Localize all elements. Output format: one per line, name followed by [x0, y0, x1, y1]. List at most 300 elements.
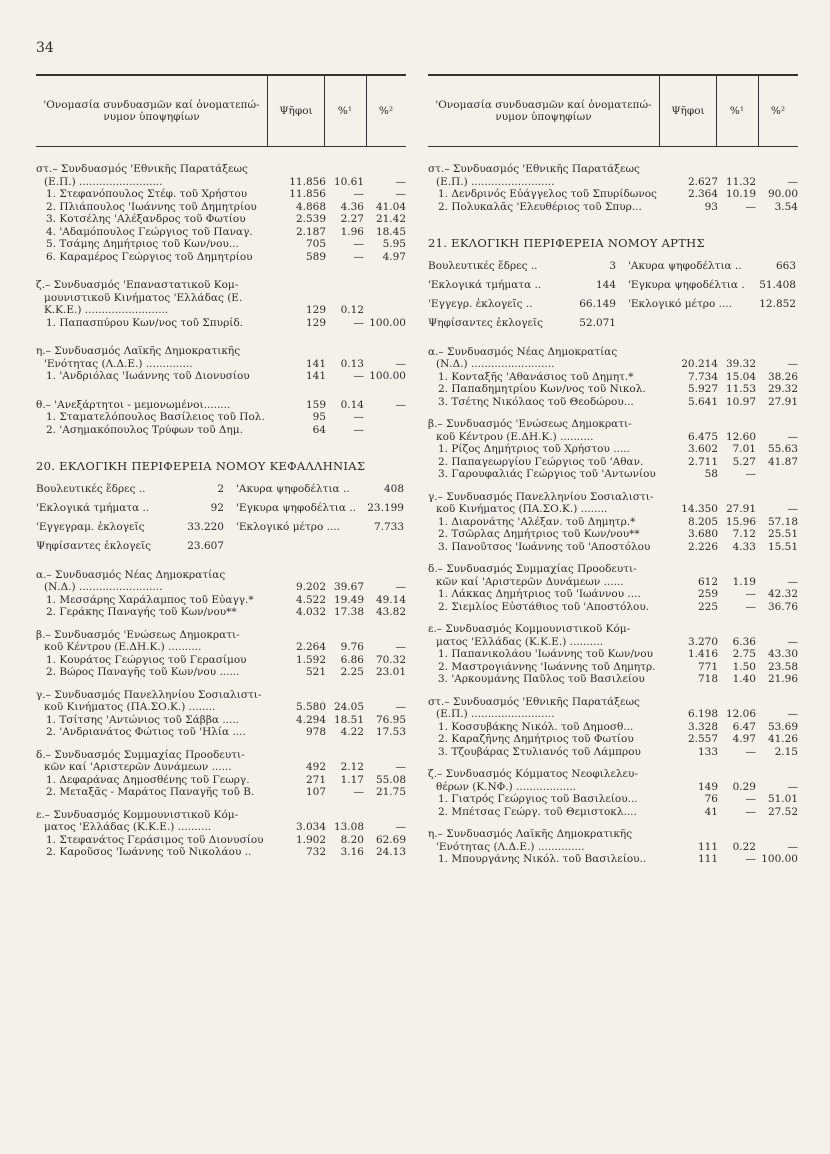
- row-name: 1. Στεφανάτος Γεράσιμος τοῦ Διονυσίου: [46, 833, 264, 846]
- party-group: [36, 809, 406, 859]
- row-pct2: 53.69: [767, 720, 798, 733]
- row-pct2: —: [395, 641, 406, 653]
- row-pct2: —: [787, 780, 798, 793]
- row-pct1: 12.06: [725, 708, 756, 720]
- stat-l1: 'Εγγεγρ. ἐκλογεῖς ..: [428, 297, 533, 310]
- row-name: β.– Συνδυασμός 'Ενώσεως Δημοκρατι-: [36, 628, 240, 641]
- row-name: 1. Μεσσάρης Χαράλαμπος τοῦ Εὐαγγ.*: [46, 593, 254, 606]
- row-votes: 3.680: [687, 528, 718, 540]
- row-pct2: —: [395, 357, 406, 370]
- row-votes: 5.927: [687, 383, 718, 395]
- row-name: 2. Πολυκαλᾶς 'Ελευθέριος τοῦ Σπυρ...: [438, 200, 642, 213]
- row-name: (Ε.Π.) .........................: [436, 708, 555, 720]
- stat-v1: 66.149: [579, 297, 616, 310]
- table-row: [36, 304, 406, 317]
- row-name: γ.– Συνδυασμός Πανελληνίου Σοσιαλιστι-: [36, 688, 262, 701]
- table-row: [36, 569, 406, 582]
- row-pct2: 21.42: [375, 213, 406, 225]
- row-name: ζ.– Συνδυασμός Κόμματος Νεοφιλελευ-: [428, 768, 638, 780]
- row-name: 1. Κονταξῆς 'Αθανάσιος τοῦ Δημητ.*: [438, 370, 634, 383]
- table-row: [36, 821, 406, 834]
- row-votes: 705: [305, 238, 326, 250]
- row-pct1: 4.22: [340, 726, 364, 738]
- table-row: [36, 370, 406, 383]
- row-name: ζ.– Συνδυασμός 'Επαναστατικοῦ Κομ-: [36, 279, 239, 291]
- row-pct2: 21.96: [767, 673, 798, 685]
- stat-l2: 'Εγκυρα ψηφοδέλτια ..: [236, 501, 357, 514]
- row-votes: 2.226: [687, 540, 718, 553]
- table-row: [428, 396, 798, 409]
- row-name: 6. Καραμέρος Γεώργιος τοῦ Δημητρίου: [46, 250, 253, 263]
- table-row: [428, 468, 798, 481]
- row-pct1: 17.38: [333, 606, 364, 618]
- party-group: [36, 629, 406, 679]
- header-votes: Ψῆφοι: [660, 76, 717, 146]
- row-name: 2. Γεράκης Παναγής τοῦ Κων/νου**: [46, 606, 237, 618]
- row-name: 2. 'Ασημακόπουλος Τρύφων τοῦ Δημ.: [46, 423, 243, 436]
- table-row: [36, 749, 406, 762]
- row-votes: 141: [305, 357, 326, 370]
- table-row: [36, 714, 406, 727]
- row-name: (Ε.Π.) .........................: [44, 175, 163, 188]
- row-pct2: 36.76: [767, 600, 798, 613]
- row-name: κῶν καί 'Αριστερῶν Δυνάμεων ......: [436, 575, 624, 588]
- stat-v1: 33.220: [187, 520, 224, 533]
- row-votes: 3.602: [687, 443, 718, 455]
- row-pct2: 43.30: [767, 648, 798, 660]
- row-name: β.– Συνδυασμός 'Ενώσεως Δημοκρατι-: [428, 418, 632, 430]
- row-pct1: —: [745, 600, 756, 613]
- stat-l2: 'Ακυρα ψηφοδέλτια ..: [628, 259, 742, 272]
- table-row: [428, 661, 798, 674]
- stat-l1: Ψηφίσαντες ἐκλογεῖς: [36, 539, 151, 552]
- stat-v2: 51.408: [759, 278, 796, 291]
- row-pct1: 11.53: [725, 383, 756, 395]
- row-name: δ.– Συνδυασμός Συμμαχίας Προοδευτι-: [36, 748, 245, 761]
- row-votes: 978: [305, 726, 326, 738]
- row-pct2: 42.32: [767, 588, 798, 600]
- stat-v1: 23.607: [187, 539, 224, 552]
- row-pct1: 19.49: [333, 593, 364, 606]
- row-pct2: 24.13: [375, 846, 406, 858]
- row-pct2: 23.01: [375, 666, 406, 678]
- table-row: [36, 358, 406, 371]
- row-votes: 41: [704, 805, 718, 818]
- row-votes: 14.350: [681, 503, 718, 515]
- row-votes: 93: [704, 200, 718, 213]
- row-votes: 11.856: [289, 188, 326, 200]
- row-votes: 2.364: [687, 188, 718, 200]
- row-votes: 225: [697, 600, 718, 613]
- row-pct2: 27.52: [767, 805, 798, 818]
- row-pct1: 5.27: [732, 455, 756, 468]
- row-pct1: 1.19: [732, 575, 756, 588]
- header-name: 'Ονομασία συνδυασμῶν καί ὀνοματεπώ-νυμον ὑποψηφίων: [428, 76, 660, 146]
- row-pct1: 15.04: [725, 370, 756, 383]
- row-name: η.– Συνδυασμός Λαϊκῆς Δημοκρατικῆς: [36, 345, 241, 357]
- header-name: 'Ονομασία συνδυασμῶν καί ὀνοματεπώ-νυμον ὑποψηφίων: [36, 76, 268, 146]
- row-votes: 589: [305, 250, 326, 263]
- row-pct1: 6.47: [732, 720, 756, 733]
- row-name: 3. Τζουβάρας Στυλιανός τοῦ Λάμπρου: [438, 745, 641, 758]
- row-name: μουνιστικοῦ Κινήματος 'Ελλάδας (Ε.: [44, 291, 243, 304]
- row-pct1: 3.16: [340, 846, 364, 858]
- table-row: [428, 418, 798, 431]
- row-pct2: —: [395, 398, 406, 411]
- row-name: 1. 'Ανδριόλας 'Ιωάννης τοῦ Διονυσίου: [46, 370, 250, 382]
- row-pct2: 57.18: [767, 515, 798, 528]
- row-pct1: 1.96: [340, 225, 364, 238]
- table-row: [36, 786, 406, 799]
- row-pct1: —: [745, 745, 756, 758]
- row-name: 3. Γαρουφαλιάς Γεώργιος τοῦ 'Αντωνίου: [438, 468, 656, 480]
- row-name: δ.– Συνδυασμός Συμμαχίας Προοδευτι-: [428, 563, 637, 575]
- row-pct2: —: [395, 175, 406, 188]
- row-name: 1. Παπανικολάου 'Ιωάννης τοῦ Κων/νου: [438, 648, 653, 660]
- row-pct2: 49.14: [375, 593, 406, 606]
- row-pct1: 24.05: [333, 701, 364, 713]
- row-votes: 771: [697, 660, 718, 673]
- row-votes: 3.270: [687, 635, 718, 648]
- table-row: [428, 563, 798, 576]
- row-votes: 5.641: [687, 395, 718, 408]
- row-name: 'Ενότητας (Λ.Δ.Ε.) ..............: [44, 357, 193, 370]
- row-pct2: 25.51: [767, 528, 798, 540]
- row-votes: 4.032: [295, 606, 326, 618]
- row-votes: 5.580: [295, 701, 326, 713]
- row-pct1: 18.51: [333, 713, 364, 726]
- stat-v2: 408: [383, 482, 404, 495]
- row-pct2: 43.82: [375, 606, 406, 618]
- table-row: [36, 809, 406, 822]
- row-name: θέρων (Κ.ΝΦ.) ..................: [436, 780, 577, 793]
- table-row: [36, 581, 406, 594]
- row-votes: 133: [697, 745, 718, 758]
- row-pct2: 21.75: [375, 786, 406, 798]
- row-pct2: —: [787, 503, 798, 515]
- table-row: [428, 648, 798, 661]
- table-row: [428, 696, 798, 709]
- stat-l1: 'Εγγεγραμ. ἐκλογεῖς: [36, 520, 145, 533]
- stat-v2: 12.852: [759, 297, 796, 310]
- table-row: [428, 721, 798, 734]
- table-row: [36, 701, 406, 714]
- row-votes: 492: [305, 761, 326, 773]
- row-votes: 4.522: [295, 593, 326, 606]
- row-name: 1. Κοσσυβάκης Νικόλ. τοῦ Δημοσθ...: [438, 720, 634, 733]
- party-group: [428, 696, 798, 759]
- row-name: θ.– 'Ανεξάρτητοι - μεμονωμένοι........: [36, 398, 231, 411]
- row-pct1: 2.75: [732, 648, 756, 660]
- row-pct2: 55.63: [767, 443, 798, 455]
- stat-l1: Βουλευτικές ἕδρες ..: [36, 482, 146, 495]
- district-stats: [36, 483, 406, 559]
- party-group: [36, 749, 406, 799]
- table-row: [36, 774, 406, 787]
- table-row: [36, 292, 406, 305]
- row-votes: 111: [697, 840, 718, 853]
- header-pct1: %¹: [324, 76, 367, 146]
- row-name: 'Ενότητας (Λ.Δ.Ε.) ..............: [436, 840, 585, 853]
- row-pct2: 70.32: [375, 653, 406, 666]
- row-pct1: 0.12: [340, 304, 364, 316]
- row-name: 2. Σιεμλίος Εὐστάθιος τοῦ 'Αποστόλου.: [438, 600, 650, 613]
- stat-l2: 'Εκλογικό μέτρο ....: [236, 520, 340, 533]
- row-votes: 2.711: [687, 455, 718, 468]
- table-row: [36, 666, 406, 679]
- row-name: κοῦ Κέντρου (Ε.ΔΗ.Κ.) ..........: [44, 641, 202, 653]
- stat-row: [428, 298, 798, 317]
- table-row: [428, 491, 798, 504]
- row-pct2: 2.15: [774, 745, 798, 758]
- row-pct2: —: [395, 188, 406, 200]
- row-pct1: 12.60: [725, 430, 756, 443]
- row-name: 1. Παπασπύρου Κων/νος τοῦ Σπυρίδ.: [46, 316, 244, 329]
- row-pct1: 11.32: [725, 175, 756, 188]
- row-votes: 7.734: [687, 370, 718, 383]
- table-row: [36, 251, 406, 264]
- row-name: 2. Παπαδημητρίου Κων/νος τοῦ Νικολ.: [438, 383, 646, 395]
- table-row: [36, 226, 406, 239]
- row-name: 4. 'Αδαμόπουλος Γεώργιος τοῦ Παναγ.: [46, 225, 253, 238]
- row-pct1: 10.97: [725, 395, 756, 408]
- table-row: [36, 641, 406, 654]
- stat-v1: 92: [210, 501, 224, 514]
- row-votes: 3.034: [295, 821, 326, 833]
- row-pct2: 38.26: [767, 370, 798, 383]
- row-votes: 159: [305, 398, 326, 411]
- row-votes: 129: [305, 304, 326, 316]
- row-name: 1. Γιατρός Γεώργιος τοῦ Βασιλείου...: [438, 793, 638, 805]
- row-pct1: 15.96: [725, 515, 756, 528]
- district-stats: [428, 260, 798, 336]
- table-row: [428, 768, 798, 781]
- row-pct1: —: [353, 423, 364, 436]
- row-pct1: 0.13: [340, 357, 364, 370]
- row-pct1: —: [745, 468, 756, 480]
- stat-row: [428, 260, 798, 279]
- stat-l1: 'Εκλογικά τμήματα ..: [36, 501, 150, 514]
- table-row: [428, 383, 798, 396]
- party-group: [428, 163, 798, 213]
- row-pct2: —: [395, 581, 406, 593]
- row-votes: 111: [697, 853, 718, 865]
- row-name: 3. 'Αρκουμάνης Παῦλος τοῦ Βασιλείου: [438, 673, 645, 685]
- table-row: [428, 588, 798, 601]
- row-pct1: —: [353, 786, 364, 798]
- header-pct1: %¹: [716, 76, 759, 146]
- row-pct2: —: [787, 635, 798, 648]
- row-name: 1. Δενδρινός Εὐάγγελος τοῦ Σπυρίδωνος: [438, 188, 657, 200]
- row-pct2: —: [787, 840, 798, 853]
- row-votes: 4.868: [295, 200, 326, 213]
- row-votes: 521: [305, 666, 326, 678]
- table-header-left: [36, 74, 406, 147]
- row-pct2: 41.26: [767, 733, 798, 745]
- row-pct2: 3.54: [774, 200, 798, 213]
- row-votes: 129: [305, 316, 326, 329]
- table-row: [428, 443, 798, 456]
- table-row: [36, 213, 406, 226]
- table-row: [36, 411, 406, 424]
- row-pct1: 0.29: [732, 780, 756, 793]
- row-votes: 95: [312, 411, 326, 423]
- row-pct1: —: [745, 805, 756, 818]
- table-row: [36, 317, 406, 330]
- party-group: [36, 345, 406, 383]
- table-row: [36, 345, 406, 358]
- table-row: [36, 606, 406, 619]
- row-votes: 149: [697, 780, 718, 793]
- row-pct1: 0.14: [340, 398, 364, 411]
- row-name: 2. Πλιάπουλος 'Ιωάννης τοῦ Δημητρίου: [46, 200, 257, 213]
- row-name: 1. Μπουργάνης Νικόλ. τοῦ Βασιλείου..: [438, 853, 647, 865]
- row-pct2: 41.04: [375, 200, 406, 213]
- stat-v2: 7.733: [373, 520, 404, 533]
- table-row: [428, 708, 798, 721]
- row-name: 2. Παπαγεωργίου Γεώργιος τοῦ 'Αθαν.: [438, 455, 644, 468]
- row-pct1: 4.36: [340, 200, 364, 213]
- table-row: [36, 238, 406, 251]
- row-votes: 6.475: [687, 430, 718, 443]
- row-name: 2. Μεταξᾶς - Μαράτος Παναγῆς τοῦ Β.: [46, 786, 255, 798]
- stat-row: [428, 279, 798, 298]
- row-pct2: —: [395, 701, 406, 713]
- row-pct1: 0.22: [732, 840, 756, 853]
- row-name: 3. Πανοῦτσος 'Ιωάννης τοῦ 'Αποστόλου: [438, 540, 651, 553]
- row-pct1: —: [353, 370, 364, 382]
- row-pct1: —: [353, 411, 364, 423]
- party-group: [36, 399, 406, 437]
- row-name: 2. Καροῦσος 'Ιωάννης τοῦ Νικολάου ..: [46, 846, 252, 858]
- table-row: [428, 828, 798, 841]
- row-name: 2. Μαστρογιάννης 'Ιωάννης τοῦ Δημητρ.: [438, 660, 656, 673]
- row-votes: 1.592: [295, 653, 326, 666]
- row-name: 2. Καραζῆνης Δημήτριος τοῦ Φωτίου: [438, 733, 634, 745]
- table-row: [428, 371, 798, 384]
- table-row: [428, 576, 798, 589]
- header-votes: Ψῆφοι: [268, 76, 325, 146]
- row-name: ματος 'Ελλάδας (Κ.Κ.Ε.) ..........: [436, 635, 604, 648]
- row-votes: 259: [697, 588, 718, 600]
- row-name: κῶν καί 'Αριστερῶν Δυνάμεων ......: [44, 761, 232, 773]
- table-row: [36, 726, 406, 739]
- stat-row: [36, 540, 406, 559]
- right-column: [428, 74, 798, 866]
- party-group: [36, 163, 406, 263]
- row-pct1: 10.19: [725, 188, 756, 200]
- stat-v1: 52.071: [579, 316, 616, 329]
- party-group: [428, 346, 798, 409]
- row-votes: 4.294: [295, 713, 326, 726]
- table-row: [428, 346, 798, 359]
- table-row: [428, 746, 798, 759]
- row-pct2: 41.87: [767, 455, 798, 468]
- party-group: [428, 768, 798, 818]
- row-votes: 20.214: [681, 358, 718, 370]
- table-row: [36, 201, 406, 214]
- row-pct2: 23.58: [767, 660, 798, 673]
- row-name: στ.– Συνδυασμός 'Εθνικῆς Παρατάξεως: [36, 163, 248, 175]
- row-pct1: —: [745, 200, 756, 213]
- stat-v1: 3: [609, 259, 616, 272]
- row-pct2: 4.97: [382, 250, 406, 263]
- stat-row: [36, 521, 406, 540]
- row-pct2: —: [787, 575, 798, 588]
- row-name: Κ.Κ.Ε.) .........................: [44, 304, 169, 316]
- row-pct1: 4.33: [732, 540, 756, 553]
- row-votes: 732: [305, 846, 326, 858]
- row-pct1: 1.40: [732, 673, 756, 685]
- table-row: [428, 636, 798, 649]
- section-title: 21. ΕΚΛΟΓΙΚΗ ΠΕΡΙΦΕΡΕΙΑ ΝΟΜΟΥ ΑΡΤΗΣ: [428, 236, 705, 250]
- row-pct1: 1.17: [340, 773, 364, 786]
- table-row: [428, 806, 798, 819]
- stat-l1: Ψηφίσαντες ἐκλογεῖς: [428, 316, 543, 329]
- row-pct1: 6.86: [340, 653, 364, 666]
- table-row: [36, 689, 406, 702]
- row-votes: 718: [697, 673, 718, 685]
- row-pct1: 27.91: [725, 503, 756, 515]
- row-name: κοῦ Κινήματος (ΠΑ.ΣΟ.Κ.) ........: [44, 701, 216, 713]
- header-pct2: %²: [378, 104, 394, 117]
- table-row: [36, 594, 406, 607]
- row-pct1: 4.97: [732, 733, 756, 745]
- row-name: 1. Στεφανόπουλος Στέφ. τοῦ Χρήστου: [46, 188, 248, 200]
- row-pct2: 90.00: [767, 188, 798, 200]
- row-pct2: 29.32: [767, 383, 798, 395]
- stat-row: [36, 483, 406, 502]
- stat-l2: 'Ακυρα ψηφοδέλτια ..: [236, 482, 350, 495]
- row-votes: 2.264: [295, 641, 326, 653]
- row-pct2: 62.69: [375, 833, 406, 846]
- table-row: [36, 188, 406, 201]
- row-pct2: 100.00: [761, 853, 798, 865]
- row-pct2: 17.53: [375, 726, 406, 738]
- row-votes: 76: [704, 793, 718, 805]
- table-row: [36, 424, 406, 437]
- row-name: ματος 'Ελλάδας (Κ.Κ.Ε.) ..........: [44, 821, 212, 833]
- row-pct1: 6.36: [732, 635, 756, 648]
- row-name: (Ν.Δ.) .........................: [436, 358, 555, 370]
- table-row: [36, 629, 406, 642]
- row-pct2: 51.01: [767, 793, 798, 805]
- row-pct1: 7.01: [732, 443, 756, 455]
- table-row: [428, 456, 798, 469]
- row-votes: 1.416: [687, 648, 718, 660]
- table-row: [36, 163, 406, 176]
- table-row: [428, 431, 798, 444]
- row-pct1: 39.67: [333, 581, 364, 593]
- row-pct2: —: [395, 761, 406, 773]
- table-row: [428, 793, 798, 806]
- row-pct1: 2.25: [340, 666, 364, 678]
- page-number: 34: [36, 40, 54, 56]
- row-votes: 1.902: [295, 833, 326, 846]
- stat-l1: 'Εκλογικά τμήματα ..: [428, 278, 542, 291]
- row-name: 2. 'Ανδριανάτος Φώτιος τοῦ 'Ηλία ....: [46, 726, 246, 738]
- row-pct2: —: [395, 821, 406, 833]
- left-column: [36, 74, 406, 859]
- row-name: (Ε.Π.) .........................: [436, 175, 555, 188]
- table-row: [36, 176, 406, 189]
- row-name: α.– Συνδυασμός Νέας Δημοκρατίας: [36, 568, 226, 581]
- row-pct2: 55.08: [375, 773, 406, 786]
- stat-v1: 144: [595, 278, 616, 291]
- table-row: [36, 399, 406, 412]
- row-pct2: 5.95: [382, 238, 406, 250]
- table-row: [428, 503, 798, 516]
